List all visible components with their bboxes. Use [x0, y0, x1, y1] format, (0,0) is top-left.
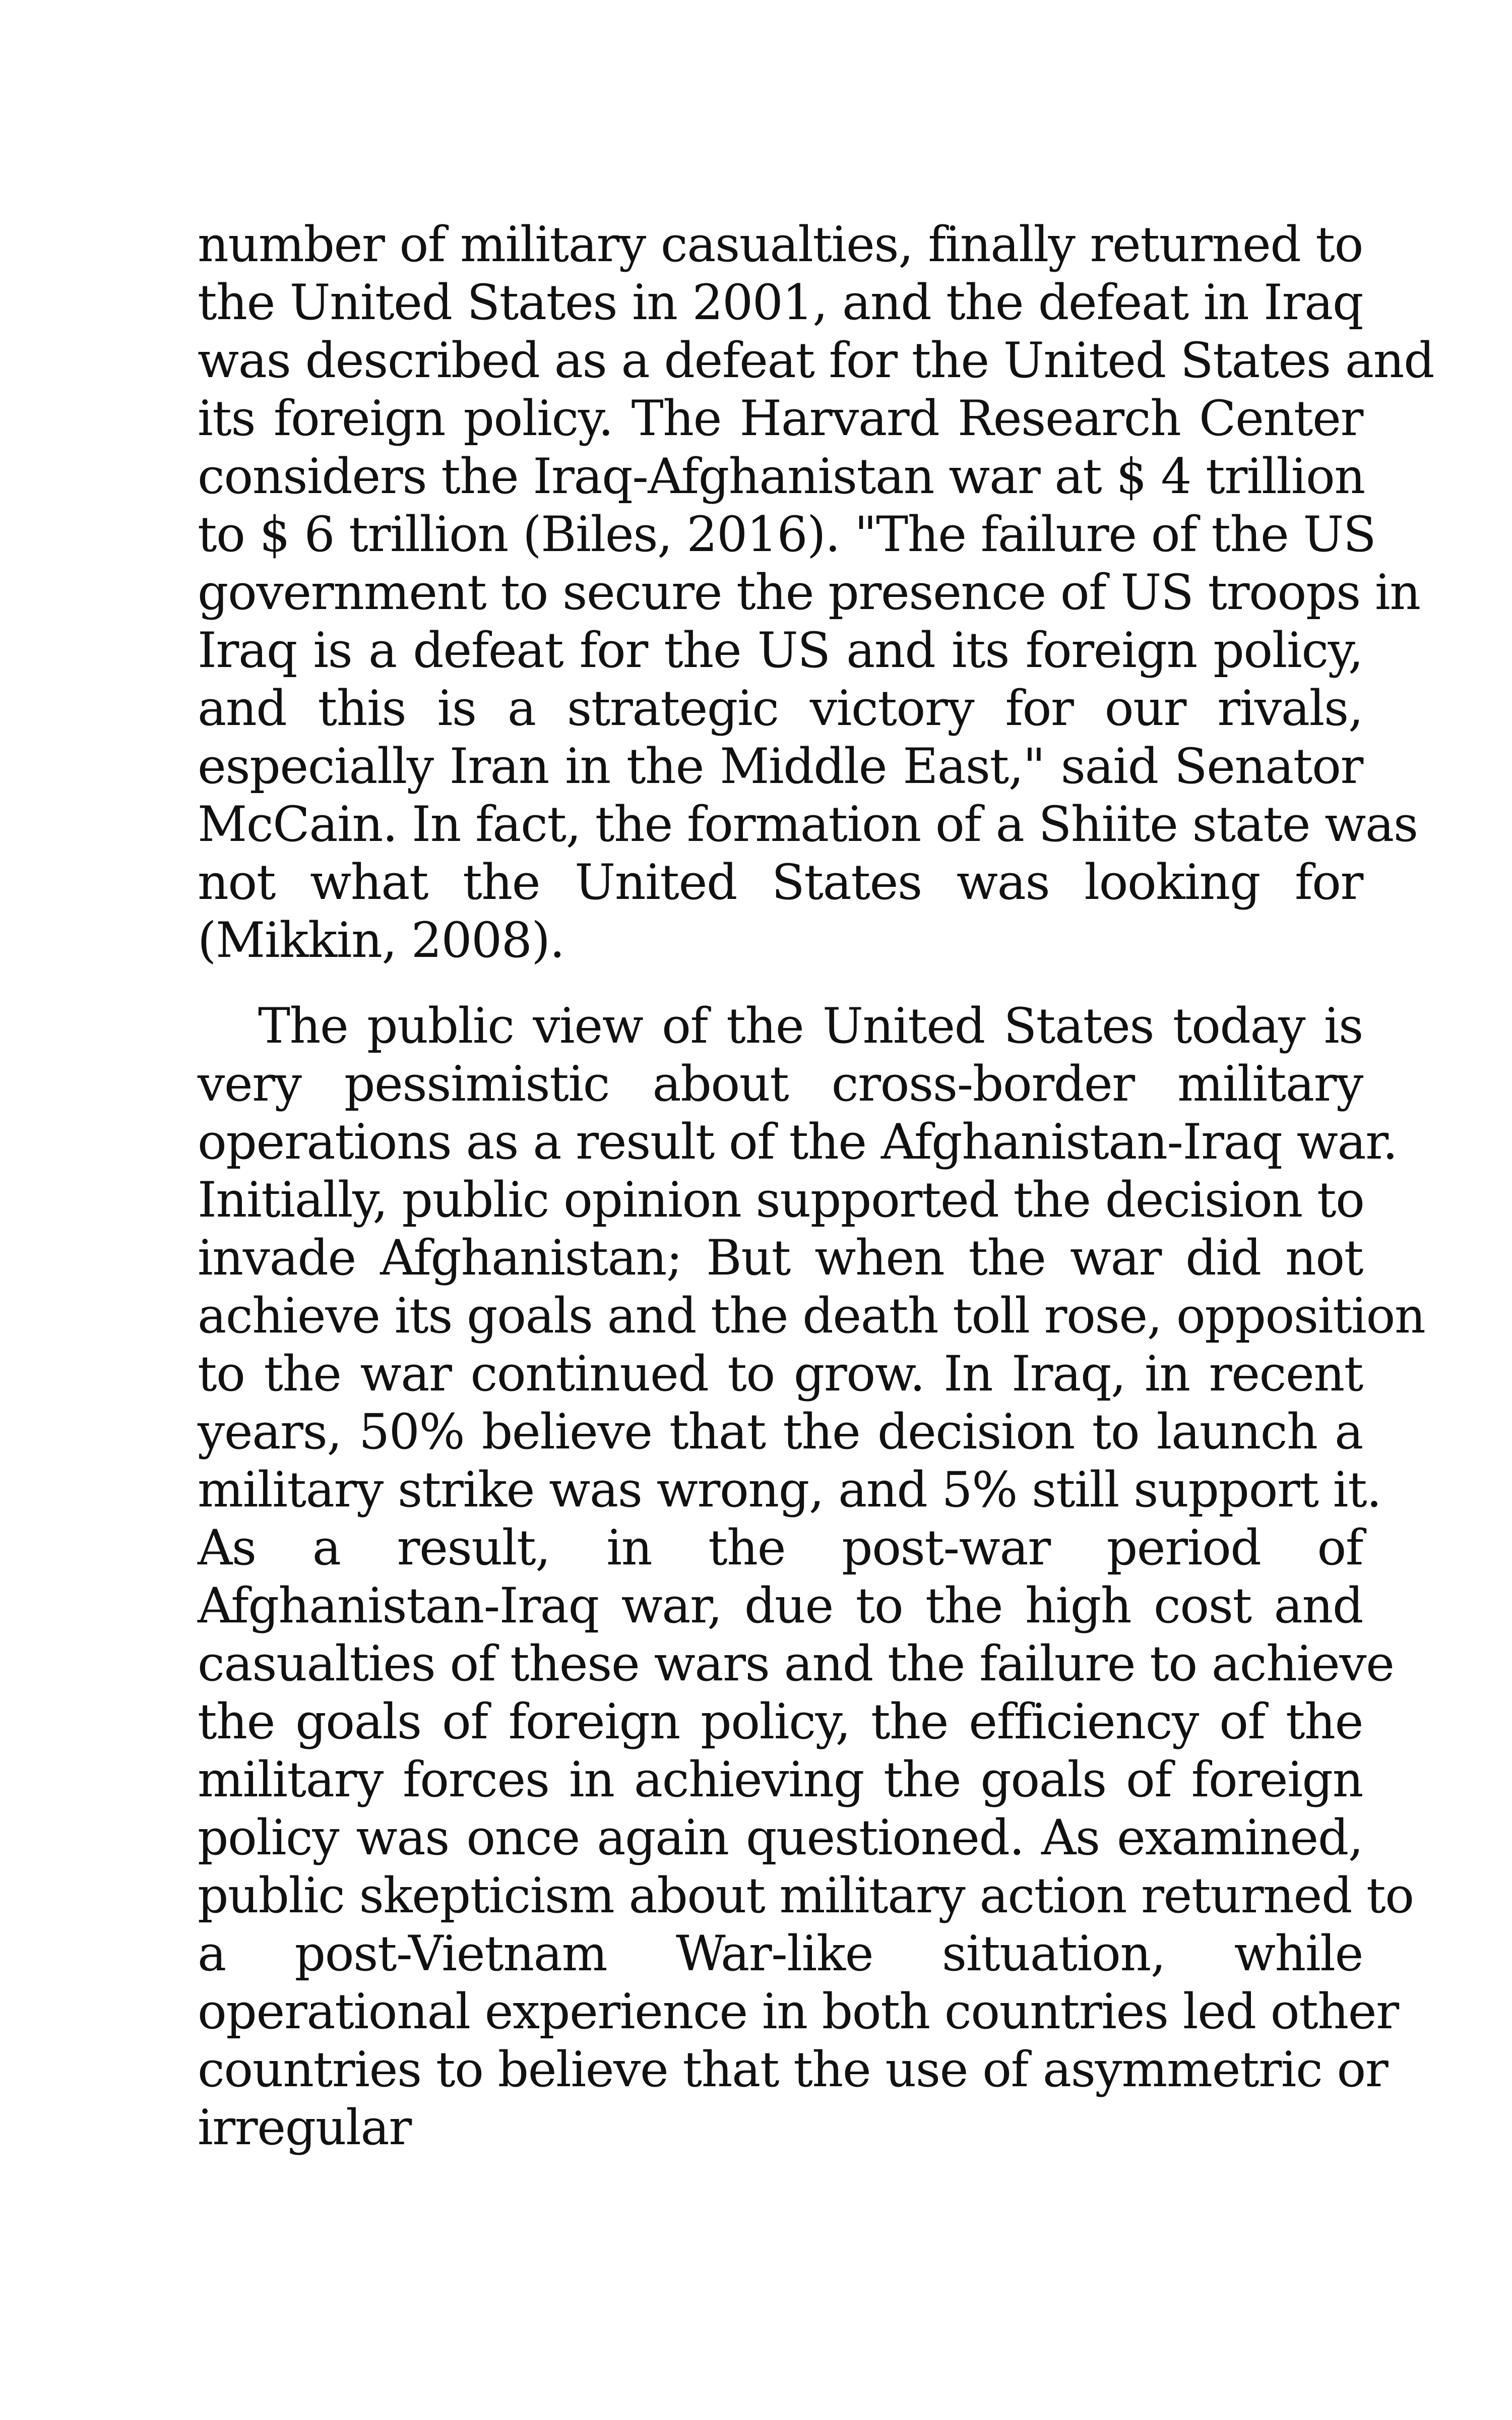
text-line: the goals of foreign policy, the efficiency of the [198, 1693, 1363, 1750]
text-line: public skepticism about military action returned to [198, 1867, 1414, 1924]
text-line: Initially, public opinion supported the decision to [198, 1172, 1364, 1228]
paragraph-1 [198, 216, 1434, 970]
text-line: considers the Iraq-Afghanistan war at $ 4 trillion [198, 448, 1365, 505]
text-line: McCain. In fact, the formation of a Shiite state was [198, 796, 1418, 853]
text-line: Iraq is a defeat for the US and its foreign policy, [198, 622, 1363, 679]
text-line: to $ 6 trillion (Biles, 2016). "The failure of the US [198, 506, 1376, 563]
text-line: government to secure the presence of US troops in [198, 564, 1420, 621]
text-line: As a result, in the post-war period of [198, 1520, 1363, 1576]
text-line: a post-Vietnam War-like situation, while [198, 1925, 1363, 1982]
text-line: its foreign policy. The Harvard Research Center [198, 390, 1363, 447]
text-line: Afghanistan-Iraq war, due to the high cost and [198, 1578, 1363, 1634]
text-line: number of military casualties, finally returned to [198, 216, 1363, 273]
text-line: operational experience in both countries led other [198, 1983, 1399, 2040]
text-line: policy was once again questioned. As examined, [198, 1809, 1363, 1866]
text-line: achieve its goals and the death toll rose, opposition [198, 1288, 1425, 1344]
text-line: very pessimistic about cross-border military [198, 1056, 1363, 1112]
text-line: the United States in 2001, and the defeat in Iraq [198, 274, 1363, 331]
text-line: military strike was wrong, and 5% still support it. [198, 1462, 1381, 1518]
text-line: operations as a result of the Afghanistan-Iraq war. [198, 1114, 1398, 1170]
text-line: years, 50% believe that the decision to launch a [198, 1404, 1363, 1460]
text-line: and this is a strategic victory for our rivals, [198, 680, 1363, 737]
paragraph-2 [198, 997, 1425, 2157]
text-line: to the war continued to grow. In Iraq, in recent [198, 1346, 1363, 1402]
text-line: military forces in achieving the goals of foreign [198, 1751, 1363, 1808]
text-line: The public view of the United States today is [258, 998, 1363, 1054]
text-line: (Mikkin, 2008). [198, 912, 564, 969]
text-line: especially Iran in the Middle East," said Senator [198, 738, 1363, 795]
text-line: not what the United States was looking for [198, 854, 1363, 911]
text-line: casualties of these wars and the failure to achieve [198, 1636, 1394, 1692]
text-line: irregular [198, 2099, 411, 2156]
text-line: was described as a defeat for the United States and [198, 332, 1434, 389]
text-line: countries to believe that the use of asymmetric or [198, 2041, 1388, 2098]
text-line: invade Afghanistan; But when the war did not [198, 1230, 1363, 1286]
